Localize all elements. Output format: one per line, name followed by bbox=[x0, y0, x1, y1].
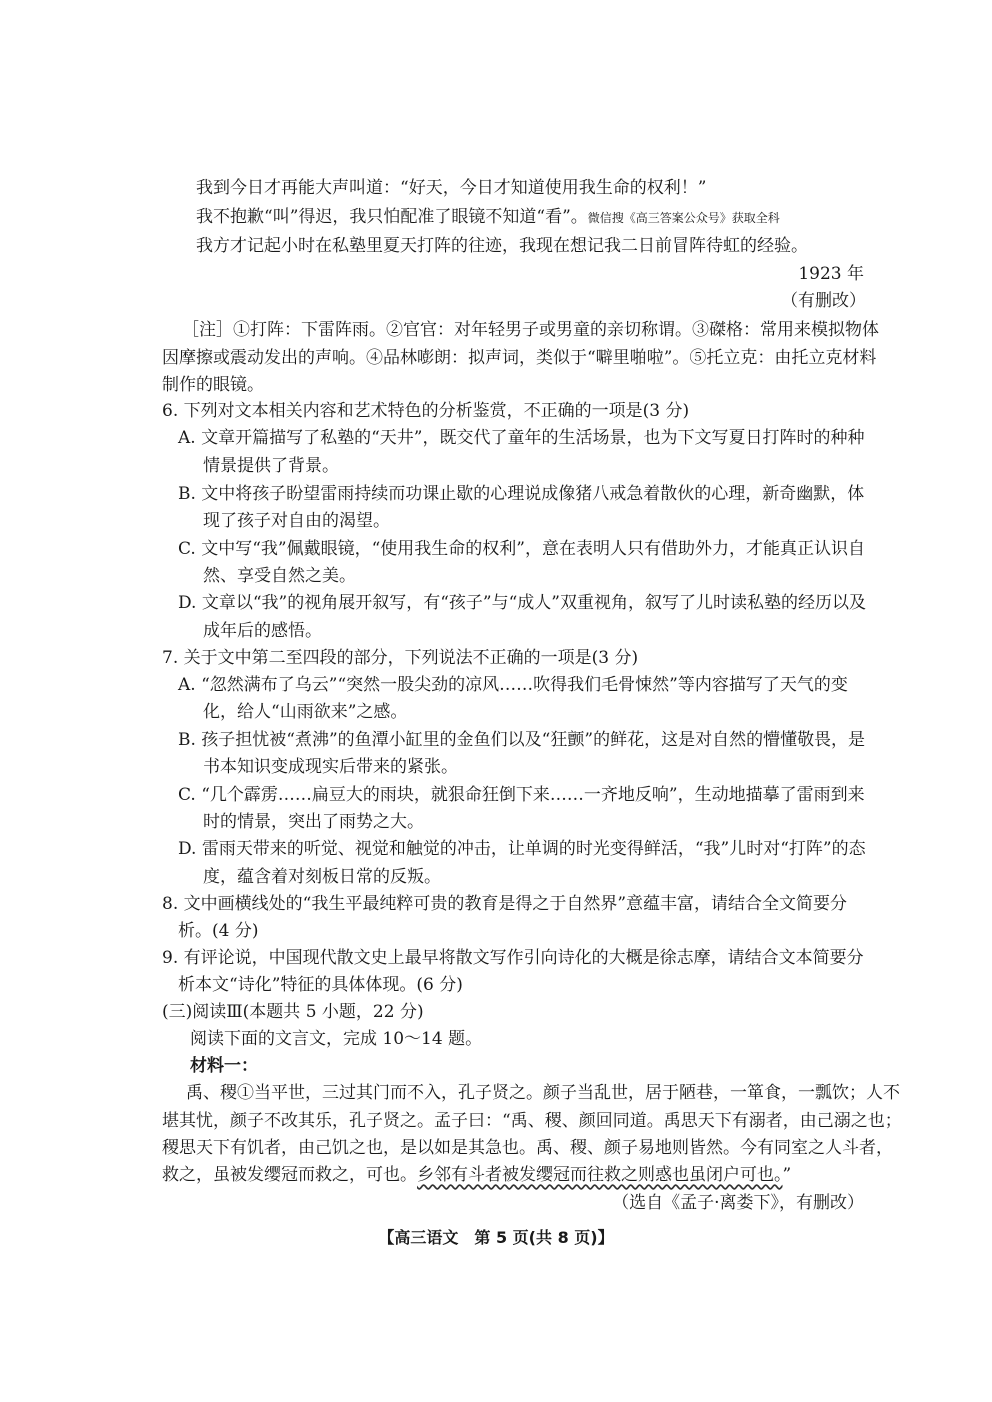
q7-option-c-cont: 时的情景，突出了雨势之大。 bbox=[203, 812, 424, 832]
q6-option-d: D. 文章以“我”的视角展开叙写，有“孩子”与“成人”双重视角，叙写了儿时读私塾的经历以及 bbox=[178, 593, 866, 613]
q6-option-b-cont: 现了孩子对自由的渴望。 bbox=[203, 511, 390, 531]
material-one-label: 材料一： bbox=[190, 1056, 258, 1076]
passage-source: （选自《孟子·离娄下》，有删改） bbox=[612, 1193, 864, 1213]
q8-line-1: 8. 文中画横线处的“我生平最纯粹可贵的教育是得之于自然界”意蕴丰富，请结合全文简要分 bbox=[162, 894, 848, 914]
section-3-instruction: 阅读下面的文言文，完成 10～14 题。 bbox=[190, 1029, 483, 1049]
passage-line-2: 堪其忧，颜子不改其乐，孔子贤之。孟子曰：“禹、稷、颜回同道。禹思天下有溺者，由己溺之也； bbox=[162, 1111, 902, 1131]
q9-line-1: 9. 有评论说，中国现代散文史上最早将散文写作引向诗化的大概是徐志摩，请结合文本简要分 bbox=[162, 948, 864, 968]
poem-line-1: 我到今日才再能大声叫道：“好天，今日才知道使用我生命的权利！” bbox=[196, 178, 707, 198]
passage-line-4-text: 救之，虽被发缨冠而救之，可也。 bbox=[162, 1165, 417, 1185]
q7-option-a: A. “忽然满布了乌云”“突然一股尖劲的凉风……吹得我们毛骨悚然”等内容描写了天气的变 bbox=[178, 675, 848, 695]
wavy-underlined-sentence: 乡邻有斗者被发缨冠而往救之则惑也虽闭户可也。 bbox=[417, 1165, 783, 1185]
q6-option-d-cont: 成年后的感悟。 bbox=[203, 621, 322, 641]
page-footer: 【高三语文 第 5 页(共 8 页)】 bbox=[378, 1228, 614, 1247]
poem-line-2 bbox=[196, 206, 780, 229]
date: 1923 年 bbox=[798, 264, 864, 284]
q7-option-b: B. 孩子担忧被“煮沸”的鱼潭小缸里的金鱼们以及“狂颤”的鲜花，这是对自然的懵懂敬畏，是 bbox=[178, 730, 866, 750]
edit-note: （有删改） bbox=[781, 291, 866, 311]
q6-option-a: A. 文章开篇描写了私塾的“天井”，既交代了童年的生活场景，也为下文写夏日打阵时的种种 bbox=[178, 428, 865, 448]
q6-option-c: C. 文中写“我”佩戴眼镜，“使用我生命的权利”，意在表明人只有借助外力，才能真正认识自 bbox=[178, 539, 865, 559]
note-line-3: 制作的眼镜。 bbox=[162, 375, 264, 395]
q7-option-a-cont: 化，给人“山雨欲来”之感。 bbox=[203, 702, 408, 722]
note-line-2: 因摩擦或震动发出的声响。④品林嘭朗：拟声词，类似于“噼里啪啦”。⑤托立克：由托立克材料 bbox=[162, 348, 877, 368]
q6-option-c-cont: 然、享受自然之美。 bbox=[203, 566, 356, 586]
q7-option-d: D. 雷雨天带来的听觉、视觉和触觉的冲击，让单调的时光变得鲜活，“我”儿时对“打阵”的态 bbox=[178, 839, 866, 859]
passage-closing-quote: ” bbox=[782, 1165, 792, 1185]
q6-option-b: B. 文中将孩子盼望雷雨持续而功课止歇的心理说成像猪八戒急着散伙的心理，新奇幽默，体 bbox=[178, 484, 865, 504]
poem-line-3: 我方才记起小时在私塾里夏天打阵的往迹，我现在想记我二日前冒阵待虹的经验。 bbox=[196, 236, 808, 256]
q8-line-2: 析。(4 分) bbox=[178, 921, 259, 941]
q6-stem: 6. 下列对文本相关内容和艺术特色的分析鉴赏，不正确的一项是(3 分) bbox=[162, 401, 690, 421]
passage-line-4 bbox=[162, 1164, 791, 1186]
q7-option-b-cont: 书本知识变成现实后带来的紧张。 bbox=[203, 757, 458, 777]
note-line-1: ［注］①打阵：下雷阵雨。②官官：对年轻男子或男童的亲切称谓。③磔格：常用来模拟物体 bbox=[182, 320, 879, 340]
q7-option-c: C. “几个霹雳……扁豆大的雨块，就狠命狂倒下来……一齐地反响”，生动地描摹了雷雨到来 bbox=[178, 785, 865, 805]
section-3-title: (三)阅读Ⅲ(本题共 5 小题，22 分) bbox=[162, 1002, 424, 1022]
passage-line-3: 稷思天下有饥者，由己饥之也，是以如是其急也。禹、稷、颜子易地则皆然。今有同室之人斗者， bbox=[162, 1138, 893, 1158]
watermark-text: 微信搜《高三答案公众号》获取全科 bbox=[587, 211, 780, 225]
q7-option-d-cont: 度，蕴含着对刻板日常的反叛。 bbox=[203, 867, 441, 887]
poem-line-2-text: 我不抱歉“叫”得迟，我只怕配准了眼镜不知道“看”。 bbox=[196, 207, 588, 227]
q6-option-a-cont: 情景提供了背景。 bbox=[203, 456, 339, 476]
q9-line-2: 析本文“诗化”特征的具体体现。(6 分) bbox=[178, 975, 463, 995]
q7-stem: 7. 关于文中第二至四段的部分，下列说法不正确的一项是(3 分) bbox=[162, 648, 639, 668]
passage-line-1: 禹、稷①当平世，三过其门而不入，孔子贤之。颜子当乱世，居于陋巷，一箪食，一瓢饮；人不 bbox=[186, 1083, 900, 1103]
